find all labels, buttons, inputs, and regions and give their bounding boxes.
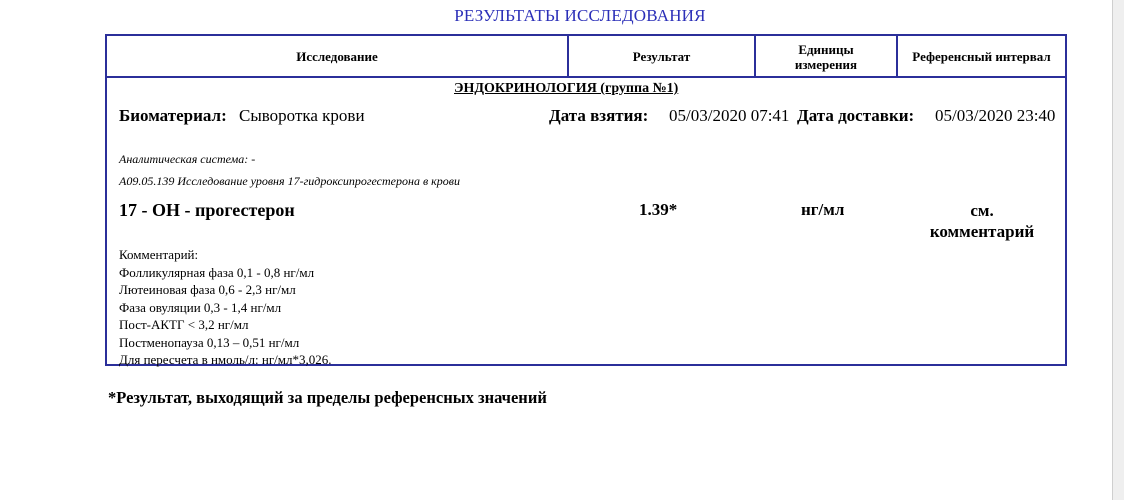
footnote: *Результат, выходящий за пределы референсных значений bbox=[108, 388, 547, 407]
biomaterial-label: Биоматериал: bbox=[119, 106, 227, 125]
table-header bbox=[107, 36, 1065, 78]
header-result: Результат bbox=[569, 36, 756, 76]
reference-interval bbox=[897, 200, 1067, 242]
section-title: ЭНДОКРИНОЛОГИЯ (группа №1) bbox=[454, 81, 679, 96]
report-title: РЕЗУЛЬТАТЫ ИССЛЕДОВАНИЯ bbox=[454, 6, 706, 25]
list-item: Пост-АКТГ < 3,2 нг/мл bbox=[119, 317, 249, 332]
result-value: 1.39* bbox=[639, 200, 678, 219]
results-table bbox=[105, 34, 1067, 366]
header-units-line1: Единицы bbox=[798, 42, 854, 57]
header-reference: Референсный интервал bbox=[912, 48, 1051, 64]
comment-list bbox=[119, 246, 331, 369]
analytic-system: Аналитическая система: - bbox=[119, 152, 256, 166]
test-code-description: A09.05.139 Исследование уровня 17-гидроксипрогестерона в крови bbox=[119, 174, 460, 188]
list-item: Фаза овуляции 0,3 - 1,4 нг/мл bbox=[119, 299, 282, 315]
date-taken-value: 05/03/2020 07:41 bbox=[669, 106, 790, 125]
analyte-name: 17 - OH - прогестерон bbox=[119, 200, 295, 220]
reference-line2: комментарий bbox=[929, 222, 1035, 241]
reference-line1: см. bbox=[970, 201, 994, 220]
list-item: Фолликулярная фаза 0,1 - 0,8 нг/мл bbox=[119, 264, 315, 280]
date-delivery-label: Дата доставки: bbox=[797, 106, 915, 125]
result-units: нг/мл bbox=[801, 200, 845, 219]
list-item: Постменопауза 0,13 – 0,51 нг/мл bbox=[119, 334, 300, 350]
list-item: Для пересчета в нмоль/л: нг/мл*3,026. bbox=[119, 352, 332, 367]
date-taken-label: Дата взятия: bbox=[549, 106, 649, 125]
header-units bbox=[756, 36, 898, 76]
list-item: Комментарий: bbox=[119, 247, 199, 262]
biomaterial-value: Сыворотка крови bbox=[239, 106, 365, 125]
header-study: Исследование bbox=[107, 36, 569, 76]
list-item: Лютеиновая фаза 0,6 - 2,3 нг/мл bbox=[119, 282, 296, 297]
date-delivery-value: 05/03/2020 23:40 bbox=[935, 106, 1056, 125]
header-units-line2: измерения bbox=[794, 57, 858, 72]
page-edge bbox=[1112, 0, 1124, 500]
